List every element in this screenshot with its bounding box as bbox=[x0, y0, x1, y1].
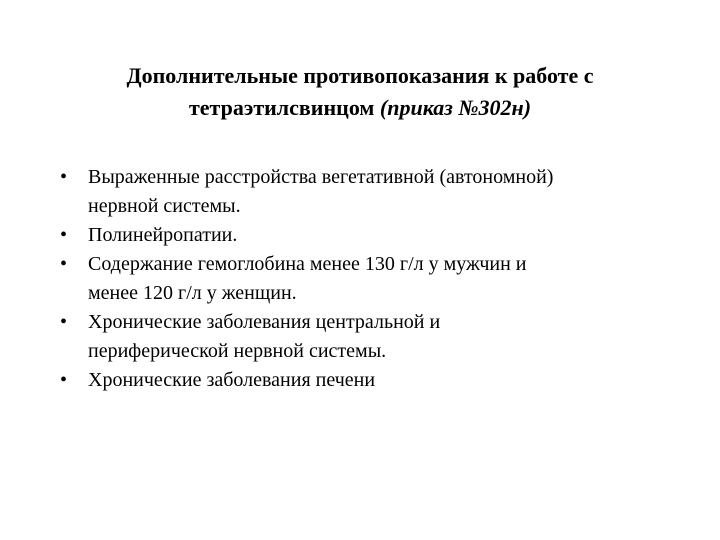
title-line-2 bbox=[40, 92, 680, 124]
list-item-line-1: Хронические заболевания печени bbox=[88, 369, 376, 391]
list-item bbox=[60, 308, 660, 366]
list-item-line-2: периферической нервной системы. bbox=[88, 340, 387, 362]
list-item-line-2: нервной системы. bbox=[88, 195, 241, 217]
list-item bbox=[60, 221, 660, 250]
list-item-line-1: Полинейропатии. bbox=[88, 224, 238, 246]
title-order-reference: (приказ №302н) bbox=[379, 95, 532, 120]
bullet-icon: • bbox=[60, 311, 68, 333]
list-item bbox=[60, 366, 660, 395]
bullet-icon: • bbox=[60, 369, 68, 391]
bullet-list bbox=[60, 163, 660, 395]
bullet-icon: • bbox=[60, 166, 68, 188]
slide-title bbox=[40, 60, 680, 124]
title-line-1: Дополнительные противопоказания к работе с bbox=[126, 63, 594, 88]
list-item bbox=[60, 250, 660, 308]
list-item-line-1: Содержание гемоглобина менее 130 г/л у мужчин и bbox=[88, 253, 527, 275]
bullet-icon: • bbox=[60, 224, 68, 246]
title-line-2-main: тетраэтилсвинцом bbox=[188, 95, 375, 120]
list-item-line-2: менее 120 г/л у женщин. bbox=[88, 282, 297, 304]
list-item-line-1: Выраженные расстройства вегетативной (автономной) bbox=[88, 166, 554, 188]
bullet-icon: • bbox=[60, 253, 68, 275]
list-item-line-1: Хронические заболевания центральной и bbox=[88, 311, 441, 333]
list-item bbox=[60, 163, 660, 221]
